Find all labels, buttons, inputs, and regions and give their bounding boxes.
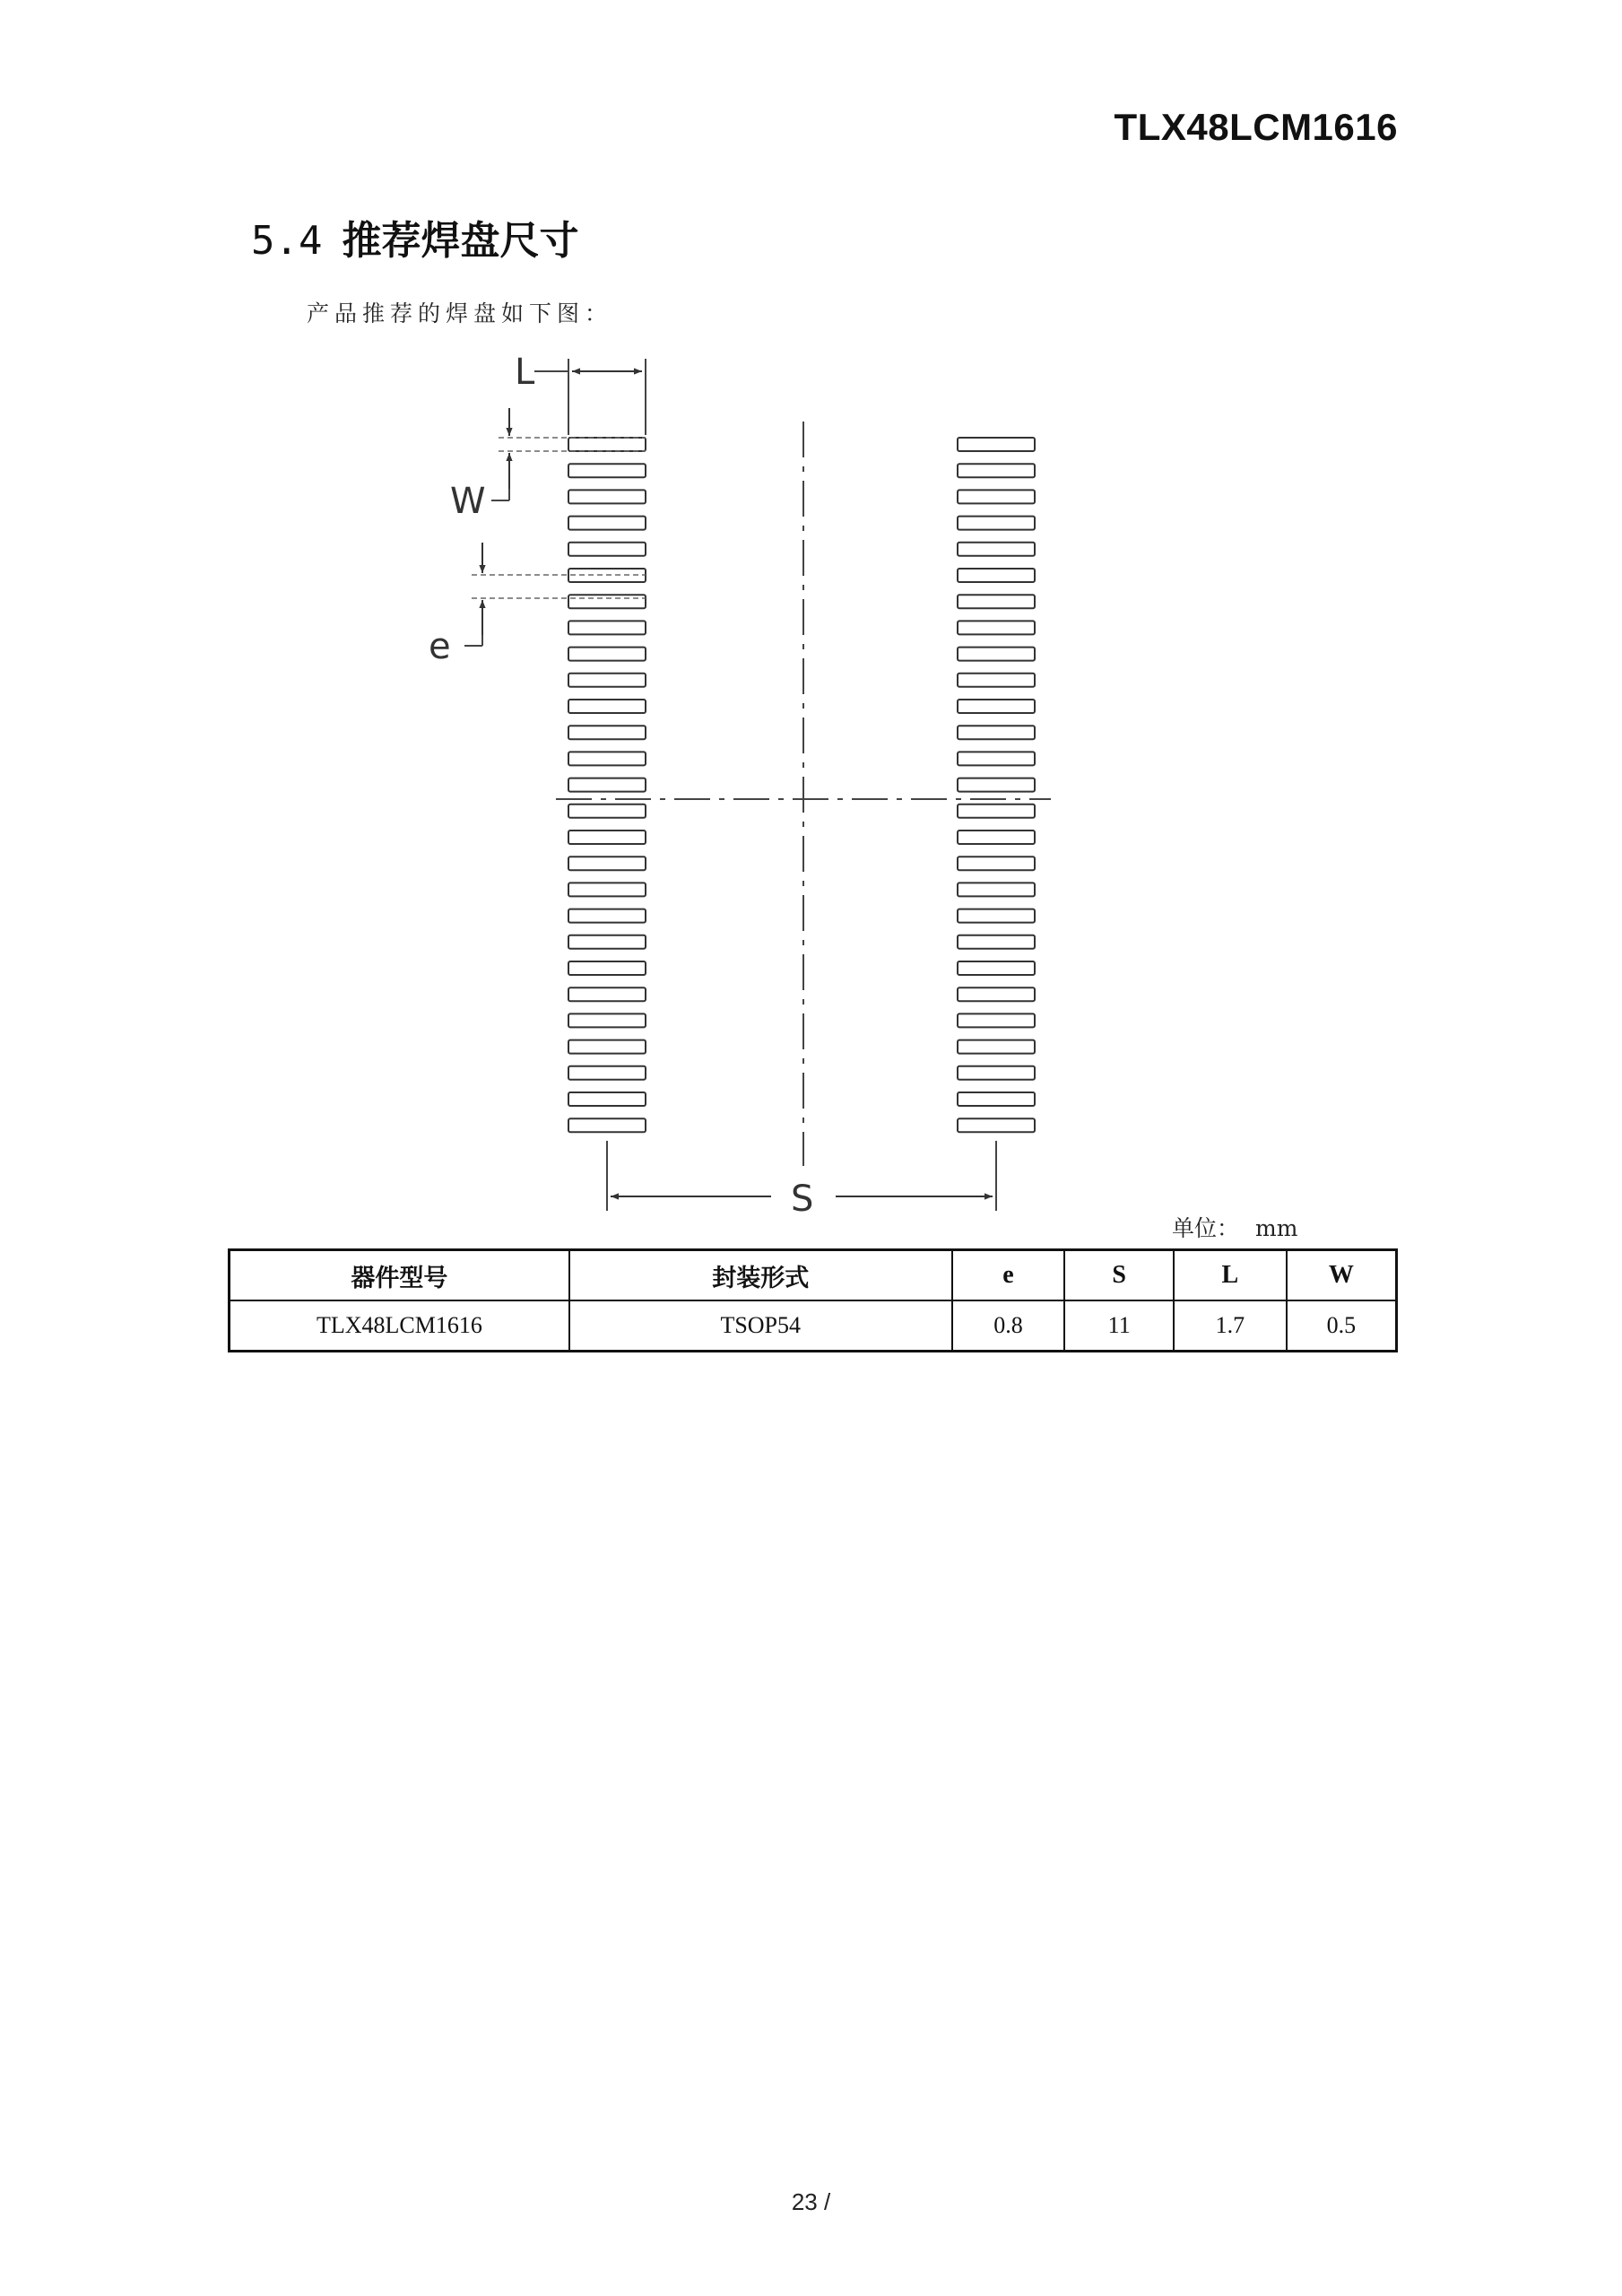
table-row (230, 1300, 1397, 1352)
right-pad (958, 935, 1035, 949)
unit-value: mm (1255, 1215, 1298, 1241)
header-W: W (1287, 1250, 1397, 1301)
right-pad (958, 961, 1035, 975)
right-pad (958, 831, 1035, 844)
left-pad (568, 1118, 646, 1132)
right-pad (958, 1040, 1035, 1054)
label-S: S (791, 1178, 814, 1220)
header-package-type: 封装形式 (569, 1250, 952, 1301)
page-number: 23 / (791, 2188, 831, 2215)
right-pad (958, 648, 1035, 661)
right-pad (958, 700, 1035, 713)
left-pad (568, 987, 646, 1001)
cell-W: 0.5 (1287, 1300, 1397, 1352)
cell-L: 1.7 (1174, 1300, 1287, 1352)
left-pad (568, 648, 646, 661)
left-pad (568, 935, 646, 949)
right-pad (958, 987, 1035, 1001)
left-pad (568, 1040, 646, 1054)
cell-S: 11 (1064, 1300, 1174, 1352)
unit-label: 单位： (1172, 1215, 1240, 1241)
left-pad (568, 831, 646, 844)
left-pad (568, 464, 646, 477)
right-pad-column (958, 438, 1035, 1132)
right-pad (958, 464, 1035, 477)
pad-dimension-table (228, 1248, 1398, 1352)
cell-package-type: TSOP54 (569, 1300, 952, 1352)
left-pad (568, 674, 646, 687)
table-header-row (230, 1250, 1397, 1301)
left-pad (568, 543, 646, 556)
left-pad (568, 438, 646, 451)
intro-text: 产品推荐的焊盘如下图： (307, 300, 613, 326)
label-W: W (450, 481, 486, 522)
right-pad (958, 778, 1035, 792)
left-pad (568, 700, 646, 713)
left-pad (568, 517, 646, 530)
label-L: L (515, 352, 535, 393)
right-pad (958, 909, 1035, 923)
cell-e: 0.8 (952, 1300, 1065, 1352)
right-pad (958, 1013, 1035, 1027)
right-pad (958, 569, 1035, 582)
right-pad (958, 543, 1035, 556)
right-pad (958, 1118, 1035, 1132)
right-pad (958, 857, 1035, 870)
left-pad-column (568, 438, 646, 1132)
right-pad (958, 674, 1035, 687)
section-number: 5.4 (251, 218, 323, 264)
cell-device-model: TLX48LCM1616 (230, 1300, 569, 1352)
label-e: e (429, 626, 451, 667)
unit-note (1172, 1211, 1297, 1243)
right-pad (958, 1092, 1035, 1106)
left-pad (568, 883, 646, 896)
header-e: e (952, 1250, 1065, 1301)
right-pad (958, 621, 1035, 634)
left-pad (568, 595, 646, 608)
right-pad (958, 726, 1035, 739)
left-pad (568, 1013, 646, 1027)
right-pad (958, 490, 1035, 503)
left-pad (568, 1066, 646, 1080)
left-pad (568, 752, 646, 765)
header-device-model: 器件型号 (230, 1250, 569, 1301)
left-pad (568, 804, 646, 818)
right-pad (958, 517, 1035, 530)
left-pad (568, 1092, 646, 1106)
left-pad (568, 621, 646, 634)
dimension-S (607, 1141, 996, 1220)
left-pad (568, 961, 646, 975)
left-pad (568, 726, 646, 739)
document-model-header: TLX48LCM1616 (1114, 106, 1398, 148)
left-pad (568, 778, 646, 792)
right-pad (958, 752, 1035, 765)
left-pad (568, 490, 646, 503)
right-pad (958, 438, 1035, 451)
header-L: L (1174, 1250, 1287, 1301)
dimension-L (515, 352, 646, 435)
right-pad (958, 804, 1035, 818)
right-pad (958, 595, 1035, 608)
left-pad (568, 909, 646, 923)
section-title: 推荐焊盘尺寸 (342, 218, 579, 264)
left-pad (568, 857, 646, 870)
right-pad (958, 883, 1035, 896)
right-pad (958, 1066, 1035, 1080)
header-S: S (1064, 1250, 1174, 1301)
